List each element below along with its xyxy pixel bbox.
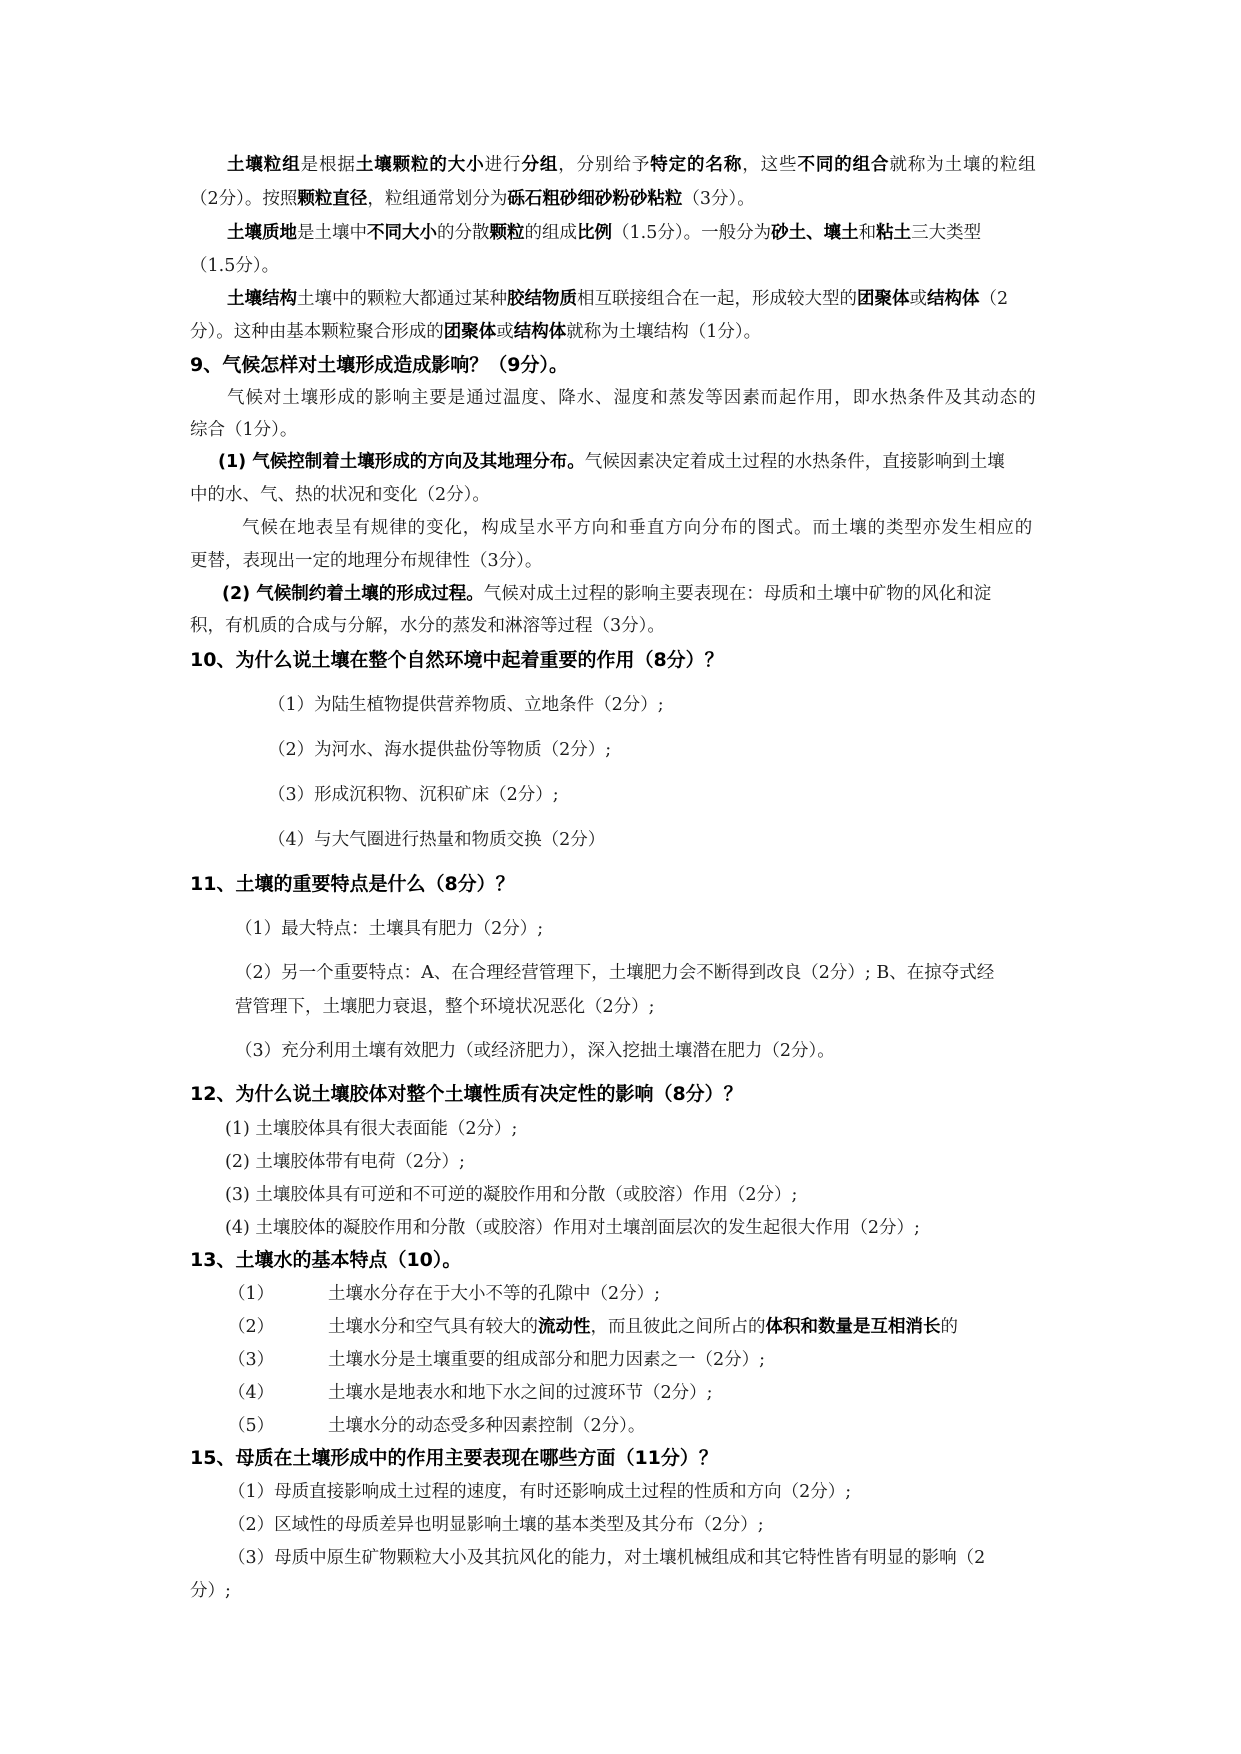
- term: 特定的名称: [650, 155, 743, 175]
- term: 土壤质地: [227, 223, 297, 243]
- term: 土壤结构: [227, 289, 297, 309]
- q11-item1: （1）最大特点：土壤具有肥力（2分）;: [235, 919, 544, 939]
- q12-title: 12、为什么说土壤胶体对整个土壤性质有决定性的影响（8分）？: [190, 1083, 743, 1105]
- q10-item: （4）与大气圈进行热量和物质交换（2分）: [268, 830, 606, 850]
- text: （1.5分）。: [190, 256, 280, 276]
- q15-item3-line1: （3）母质中原生矿物颗粒大小及其抗风化的能力，对土壤机械组成和其它特性皆有明显的影响（2: [228, 1548, 986, 1568]
- text: 相互联接组合在一起，形成较大型的: [577, 289, 857, 309]
- term: 结构体: [513, 322, 567, 342]
- text: 土壤水分和空气具有较大的: [328, 1317, 538, 1337]
- term: 不同的组合: [797, 155, 890, 175]
- q9-para-line2: 更替，表现出一定的地理分布规律性（3分）。: [190, 551, 543, 571]
- text: 土壤水分是土壤重要的组成部分和肥力因素之一（2分）;: [328, 1350, 766, 1370]
- p1-line2: [190, 187, 755, 211]
- term: 砂土、壤土: [771, 223, 859, 243]
- q15-item1: （1）母质直接影响成土过程的速度，有时还影响成土过程的性质和方向（2分）;: [228, 1482, 852, 1502]
- q9-intro-line2: 综合（1分）。: [190, 420, 298, 440]
- text: 或: [909, 289, 927, 309]
- text: 土壤水分的动态受多种因素控制（2分）。: [328, 1416, 646, 1436]
- q9-item2-line1: [222, 582, 991, 606]
- item-heading: (1) 气候控制着土壤形成的方向及其地理分布。: [218, 452, 585, 472]
- q9-title: 9、气候怎样对土壤形成造成影响？（9分）。: [190, 354, 568, 376]
- text: 气候对成土过程的影响主要表现在：母质和土壤中矿物的风化和淀: [483, 584, 992, 604]
- q9-item2-line2: 积，有机质的合成与分解，水分的蒸发和淋溶等过程（3分）。: [190, 616, 665, 636]
- q10-item: （1）为陆生植物提供营养物质、立地条件（2分）;: [268, 695, 664, 715]
- q13-item: [228, 1414, 645, 1438]
- term: 体积和数量是互相消长: [765, 1317, 941, 1337]
- item-number: （2）: [228, 1317, 275, 1337]
- p1-line1: [227, 153, 1037, 177]
- text: 就称为土壤的粒组: [889, 155, 1037, 175]
- text: 是根据: [300, 155, 356, 175]
- q15-item2: （2）区域性的母质差异也明显影响土壤的基本类型及其分布（2分）;: [228, 1515, 764, 1535]
- p2-line1: [227, 221, 981, 245]
- term: 结构体: [927, 289, 980, 309]
- text: 的组成: [524, 223, 577, 243]
- q15-title: 15、母质在土壤形成中的作用主要表现在哪些方面（11分）？: [190, 1447, 718, 1469]
- text: 的分散: [437, 223, 490, 243]
- q12-item: (3) 土壤胶体具有可逆和不可逆的凝胶作用和分散（或胶溶）作用（2分）;: [225, 1185, 798, 1205]
- text: ，而且彼此之间所占的: [590, 1317, 766, 1337]
- term: 土壤粒组: [227, 155, 301, 175]
- q11-item3: （3）充分利用土壤有效肥力（或经济肥力），深入挖拙土壤潜在肥力（2分）。: [235, 1041, 835, 1061]
- text: 或: [496, 322, 514, 342]
- term: 团聚体: [857, 289, 910, 309]
- text: 气候因素决定着成土过程的水热条件，直接影响到土壤: [584, 452, 1005, 472]
- text: （2: [979, 289, 1009, 309]
- q11-title: 11、土壤的重要特点是什么（8分）？: [190, 873, 515, 895]
- term: 土壤颗粒的大小: [355, 155, 485, 175]
- text: 土壤水是地表水和地下水之间的过渡环节（2分）;: [328, 1383, 713, 1403]
- term: 胶结物质: [507, 289, 577, 309]
- p2-line2: [190, 254, 279, 278]
- text: （3分）。: [682, 189, 755, 209]
- q13-item: [228, 1282, 660, 1306]
- q9-para-line1: 气候在地表呈有规律的变化，构成呈水平方向和垂直方向分布的图式。而土壤的类型亦发生相应的: [242, 518, 1034, 538]
- q12-item: (1) 土壤胶体具有很大表面能（2分）;: [225, 1119, 518, 1139]
- q13-title: 13、土壤水的基本特点（10）。: [190, 1249, 462, 1271]
- term: 比例: [577, 223, 612, 243]
- term: 颗粒: [489, 223, 525, 243]
- item-number: （4）: [228, 1383, 275, 1403]
- q12-item: (4) 土壤胶体的凝胶作用和分散（或胶溶）作用对土壤剖面层次的发生起很大作用（2分）;: [225, 1218, 920, 1238]
- text: ，这些: [742, 155, 798, 175]
- term: 砾石粗砂细砂粉砂粘粒: [507, 189, 683, 209]
- text: 土壤中的颗粒大都通过某种: [297, 289, 507, 309]
- q13-item: [228, 1315, 958, 1339]
- q15-item3-line2: 分）;: [190, 1581, 231, 1601]
- text: 就称为土壤结构（1分）。: [566, 322, 762, 342]
- text: ，粒组通常划分为: [367, 189, 508, 209]
- q10-title: 10、为什么说土壤在整个自然环境中起着重要的作用（8分）？: [190, 649, 724, 671]
- p3-line2: [190, 320, 761, 344]
- text: 土壤水分存在于大小不等的孔隙中（2分）;: [328, 1284, 661, 1304]
- item-heading: (2) 气候制约着土壤的形成过程。: [222, 584, 484, 604]
- q10-item: （3）形成沉积物、沉积矿床（2分）;: [268, 785, 559, 805]
- q12-item: (2) 土壤胶体带有电荷（2分）;: [225, 1152, 465, 1172]
- q13-item: [228, 1381, 713, 1405]
- term: 不同大小: [367, 223, 437, 243]
- text: 分）。这种由基本颗粒聚合形成的: [190, 322, 444, 342]
- q9-item1-line1: [218, 450, 1005, 474]
- text: （2分）。按照: [190, 189, 298, 209]
- q11-item2-line1: （2）另一个重要特点：A、在合理经营管理下，土壤肥力会不断得到改良（2分）; B、在掠夺式经: [235, 963, 995, 983]
- term: 团聚体: [443, 322, 497, 342]
- text: 进行: [484, 155, 522, 175]
- q10-item: （2）为河水、海水提供盐份等物质（2分）;: [268, 740, 612, 760]
- q9-item1-line2: 中的水、气、热的状况和变化（2分）。: [190, 485, 490, 505]
- text: （1.5分）。一般分为: [612, 223, 772, 243]
- term: 粘土: [876, 223, 912, 243]
- text: 三大类型: [911, 223, 982, 243]
- item-number: （1）: [228, 1284, 275, 1304]
- text: 是土壤中: [297, 223, 367, 243]
- term: 流动性: [538, 1317, 591, 1337]
- text: 的: [940, 1317, 958, 1337]
- item-number: （3）: [228, 1350, 275, 1370]
- term: 颗粒直径: [297, 189, 368, 209]
- text: 和: [858, 223, 877, 243]
- term: 分组: [521, 155, 559, 175]
- q11-item2-line2: 营管理下，土壤肥力衰退，整个环境状况恶化（2分）;: [235, 997, 655, 1017]
- text: ，分别给予: [558, 155, 651, 175]
- p3-line1: [227, 287, 1008, 311]
- q13-item: [228, 1348, 765, 1372]
- q9-intro-line1: 气候对土壤形成的影响主要是通过温度、降水、湿度和蒸发等因素而起作用，即水热条件及其动态的: [227, 388, 1037, 408]
- item-number: （5）: [228, 1416, 275, 1436]
